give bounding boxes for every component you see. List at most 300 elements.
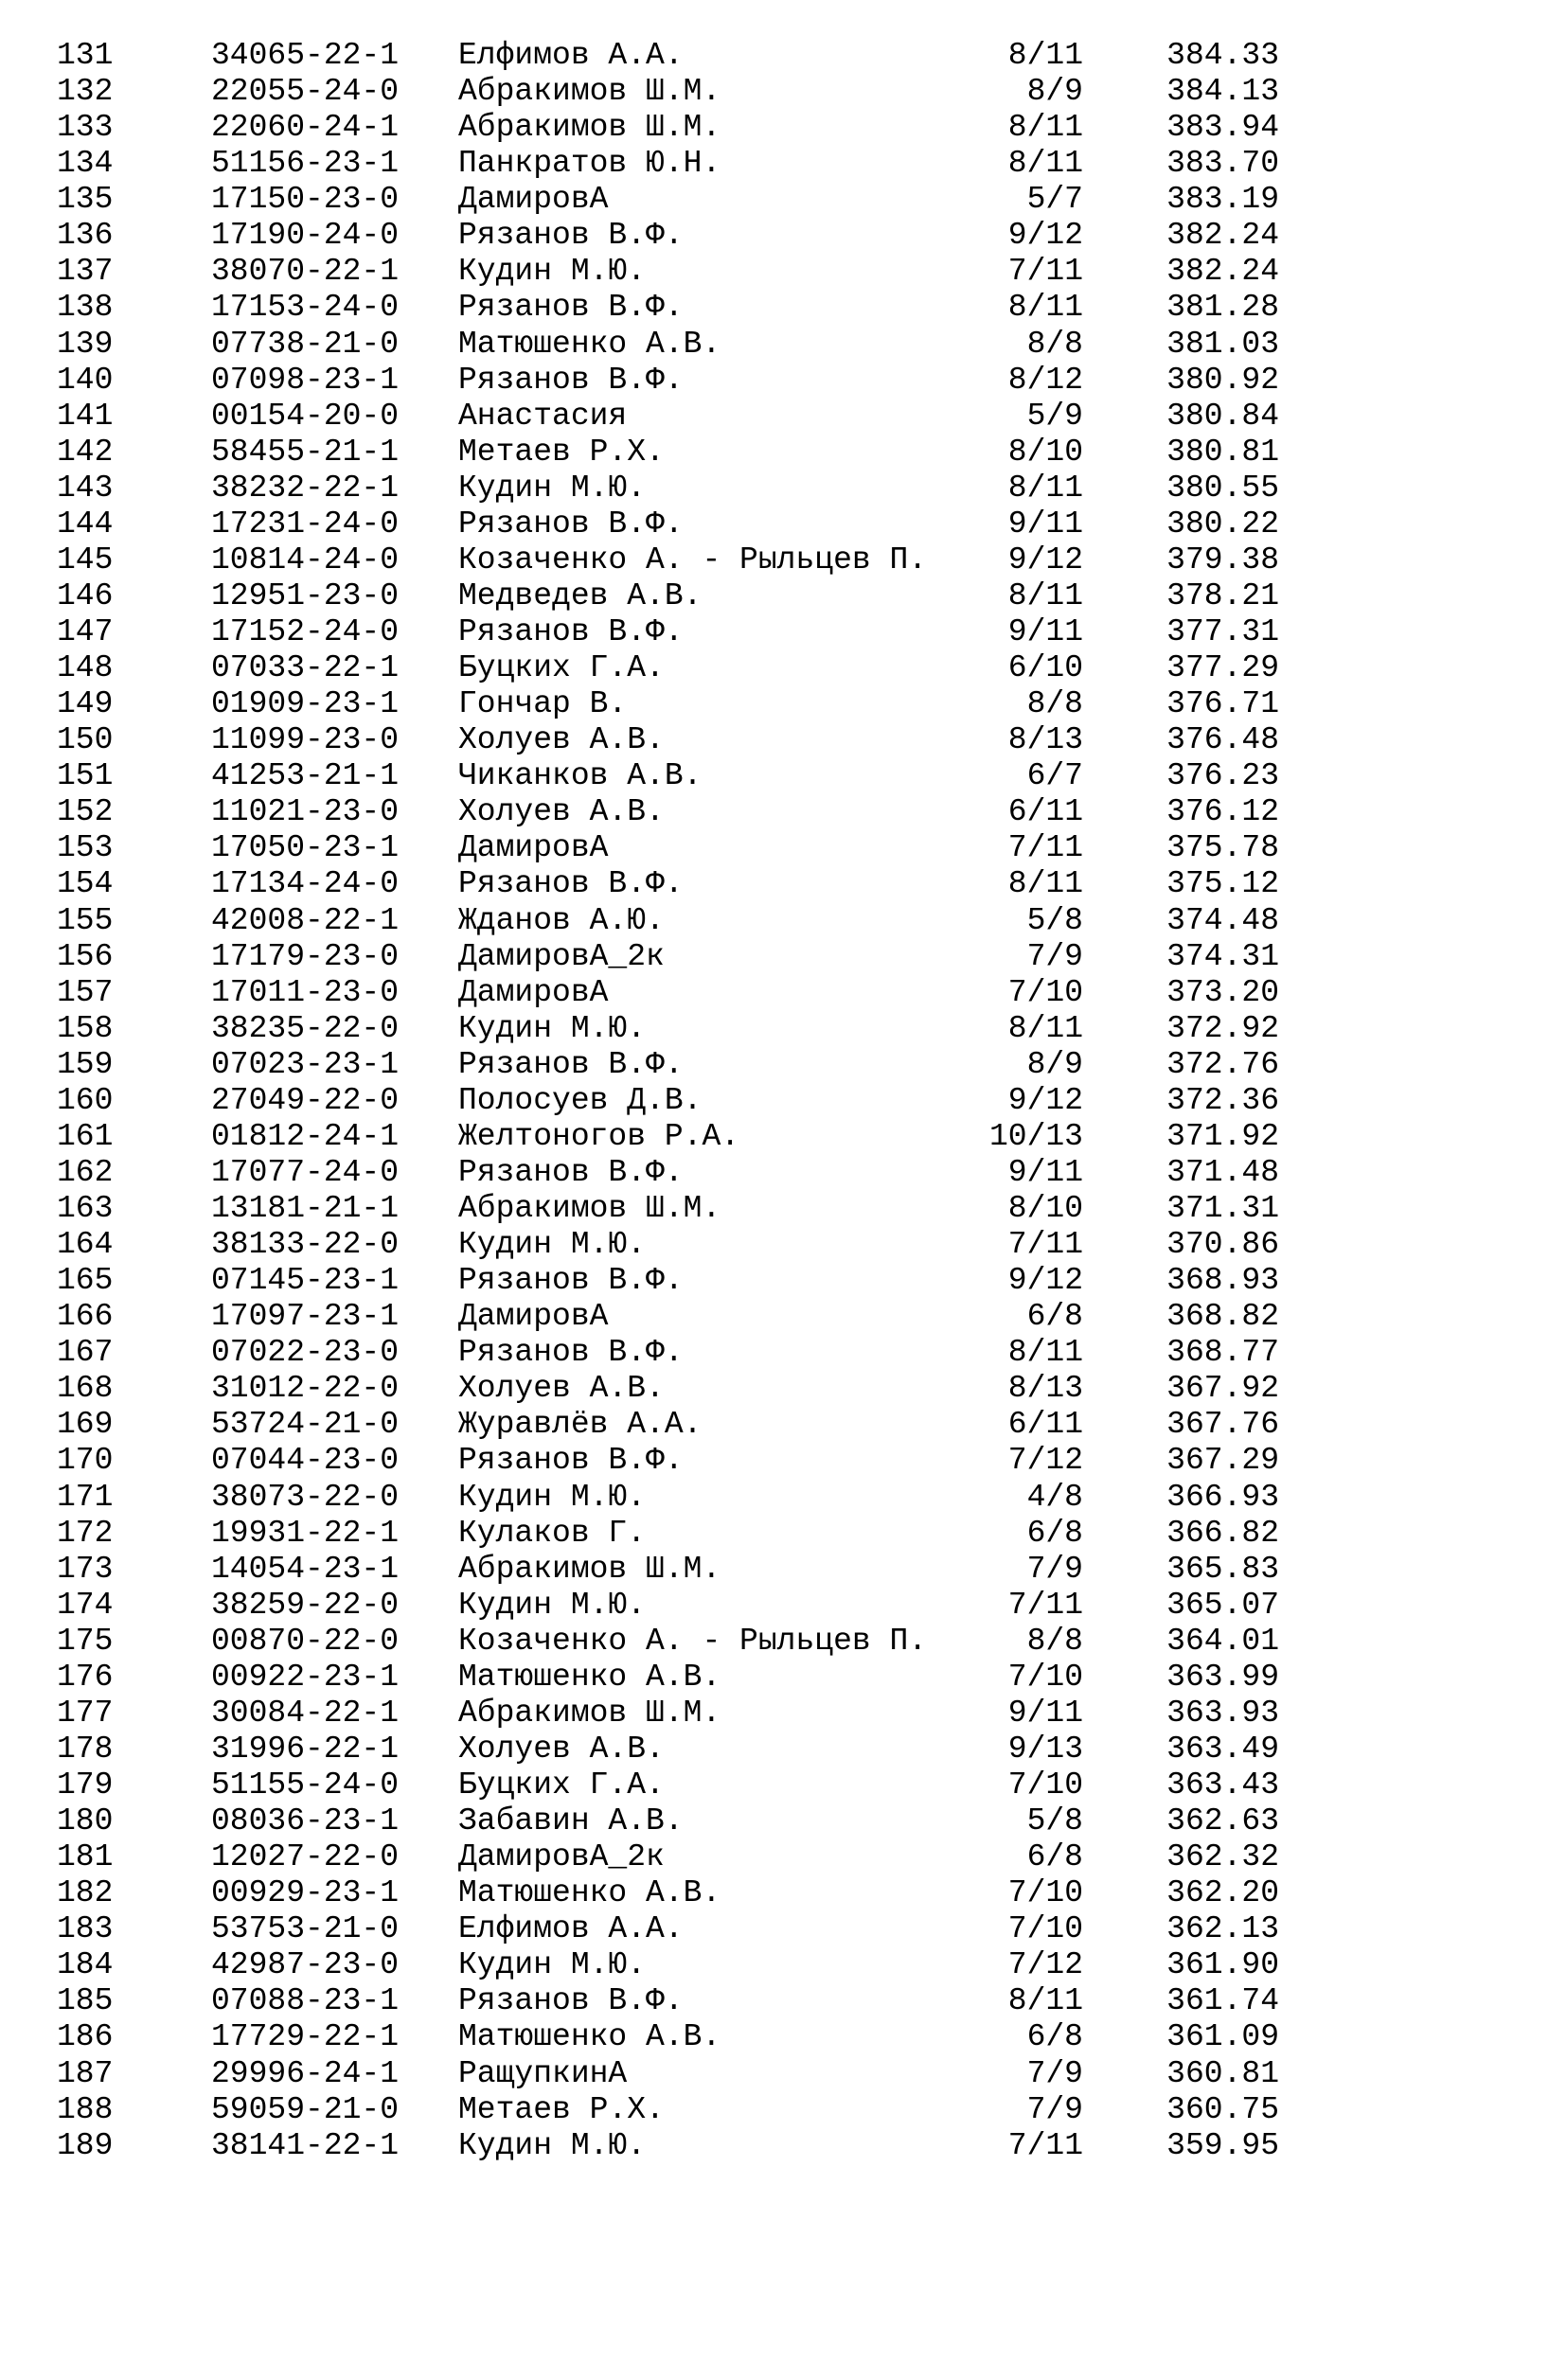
table-row bbox=[0, 578, 1566, 614]
rank-cell: 185 bbox=[57, 1983, 114, 2019]
rank-cell: 132 bbox=[57, 74, 114, 110]
rank-cell: 159 bbox=[57, 1046, 114, 1082]
score-cell: 362.20 bbox=[1166, 1875, 1279, 1911]
id-cell: 51156-23-1 bbox=[211, 146, 400, 182]
rank-cell: 189 bbox=[57, 2127, 114, 2163]
id-cell: 07023-23-1 bbox=[211, 1046, 400, 1082]
name-cell: Кудин М.Ю. bbox=[458, 254, 647, 290]
id-cell: 19931-22-1 bbox=[211, 1515, 400, 1551]
table-row bbox=[0, 1947, 1566, 1983]
score-cell: 380.55 bbox=[1166, 470, 1279, 506]
score-cell: 380.81 bbox=[1166, 434, 1279, 470]
fraction-cell: 6/11 bbox=[1007, 794, 1083, 830]
id-cell: 17097-23-1 bbox=[211, 1299, 400, 1335]
name-cell: Абракимов Ш.М. bbox=[458, 110, 721, 146]
name-cell: Абракимов Ш.М. bbox=[458, 1551, 721, 1587]
name-cell: Рязанов В.Ф. bbox=[458, 1154, 684, 1190]
fraction-cell: 7/10 bbox=[1007, 1875, 1083, 1911]
fraction-cell: 8/11 bbox=[1007, 290, 1083, 326]
name-cell: ДамировА bbox=[458, 1299, 609, 1335]
id-cell: 42987-23-0 bbox=[211, 1947, 400, 1983]
id-cell: 14054-23-1 bbox=[211, 1551, 400, 1587]
table-row bbox=[0, 471, 1566, 506]
id-cell: 00922-23-1 bbox=[211, 1659, 400, 1695]
fraction-cell: 8/10 bbox=[1007, 1191, 1083, 1226]
table-row bbox=[0, 1660, 1566, 1696]
fraction-cell: 6/8 bbox=[1026, 1515, 1083, 1551]
score-cell: 384.33 bbox=[1166, 38, 1279, 73]
name-cell: ДамировА bbox=[458, 182, 609, 218]
table-row bbox=[0, 74, 1566, 110]
score-cell: 361.74 bbox=[1166, 1983, 1279, 2019]
fraction-cell: 9/11 bbox=[1007, 1695, 1083, 1731]
table-row bbox=[0, 1371, 1566, 1407]
id-cell: 51155-24-0 bbox=[211, 1767, 400, 1803]
id-cell: 29996-24-1 bbox=[211, 2055, 400, 2091]
score-cell: 372.76 bbox=[1166, 1046, 1279, 1082]
id-cell: 00154-20-0 bbox=[211, 398, 400, 434]
name-cell: Рязанов В.Ф. bbox=[458, 362, 684, 398]
fraction-cell: 8/13 bbox=[1007, 722, 1083, 758]
name-cell: Рязанов В.Ф. bbox=[458, 218, 684, 254]
score-cell: 362.32 bbox=[1166, 1839, 1279, 1875]
name-cell: Рязанов В.Ф. bbox=[458, 866, 684, 902]
table-row bbox=[0, 2092, 1566, 2128]
rank-cell: 138 bbox=[57, 290, 114, 326]
rank-cell: 161 bbox=[57, 1118, 114, 1154]
table-row bbox=[0, 1407, 1566, 1443]
fraction-cell: 9/11 bbox=[1007, 506, 1083, 542]
fraction-cell: 9/11 bbox=[1007, 614, 1083, 649]
score-cell: 368.93 bbox=[1166, 1263, 1279, 1299]
table-row bbox=[0, 110, 1566, 146]
name-cell: Забавин А.В. bbox=[458, 1803, 684, 1839]
score-cell: 363.93 bbox=[1166, 1695, 1279, 1731]
table-row bbox=[0, 722, 1566, 758]
name-cell: Метаев Р.Х. bbox=[458, 2091, 665, 2127]
table-row bbox=[0, 975, 1566, 1011]
name-cell: Холуев А.В. bbox=[458, 722, 665, 758]
id-cell: 17152-24-0 bbox=[211, 614, 400, 649]
rank-cell: 157 bbox=[57, 974, 114, 1010]
name-cell: Кулаков Г. bbox=[458, 1515, 647, 1551]
score-cell: 368.82 bbox=[1166, 1299, 1279, 1335]
rank-cell: 154 bbox=[57, 866, 114, 902]
fraction-cell: 7/9 bbox=[1026, 1551, 1083, 1587]
id-cell: 27049-22-0 bbox=[211, 1082, 400, 1118]
fraction-cell: 8/8 bbox=[1026, 1623, 1083, 1659]
score-cell: 366.82 bbox=[1166, 1515, 1279, 1551]
rank-cell: 158 bbox=[57, 1010, 114, 1046]
fraction-cell: 8/11 bbox=[1007, 146, 1083, 182]
name-cell: Рязанов В.Ф. bbox=[458, 1046, 684, 1082]
table-row bbox=[0, 1083, 1566, 1119]
name-cell: ДамировА_2к bbox=[458, 1839, 665, 1875]
name-cell: Кудин М.Ю. bbox=[458, 2127, 647, 2163]
id-cell: 59059-21-0 bbox=[211, 2091, 400, 2127]
fraction-cell: 7/9 bbox=[1026, 2055, 1083, 2091]
score-cell: 377.31 bbox=[1166, 614, 1279, 649]
fraction-cell: 7/9 bbox=[1026, 938, 1083, 974]
score-cell: 362.13 bbox=[1166, 1911, 1279, 1947]
id-cell: 58455-21-1 bbox=[211, 434, 400, 470]
fraction-cell: 8/12 bbox=[1007, 362, 1083, 398]
rank-cell: 143 bbox=[57, 470, 114, 506]
score-cell: 364.01 bbox=[1166, 1623, 1279, 1659]
score-cell: 375.78 bbox=[1166, 830, 1279, 866]
name-cell: ДамировА bbox=[458, 974, 609, 1010]
id-cell: 38259-22-0 bbox=[211, 1587, 400, 1623]
rank-cell: 187 bbox=[57, 2055, 114, 2091]
score-cell: 375.12 bbox=[1166, 866, 1279, 902]
name-cell: Козаченко А. - Рыльцев П. bbox=[458, 1623, 928, 1659]
rank-cell: 183 bbox=[57, 1911, 114, 1947]
id-cell: 01812-24-1 bbox=[211, 1118, 400, 1154]
name-cell: Абракимов Ш.М. bbox=[458, 1191, 721, 1226]
rank-cell: 155 bbox=[57, 902, 114, 938]
fraction-cell: 8/11 bbox=[1007, 1010, 1083, 1046]
rank-cell: 149 bbox=[57, 686, 114, 722]
rank-cell: 181 bbox=[57, 1839, 114, 1875]
rank-cell: 165 bbox=[57, 1263, 114, 1299]
score-cell: 372.36 bbox=[1166, 1082, 1279, 1118]
name-cell: Желтоногов Р.А. bbox=[458, 1118, 740, 1154]
score-cell: 373.20 bbox=[1166, 974, 1279, 1010]
id-cell: 17729-22-1 bbox=[211, 2019, 400, 2055]
id-cell: 42008-22-1 bbox=[211, 902, 400, 938]
table-row bbox=[0, 146, 1566, 182]
table-row bbox=[0, 866, 1566, 902]
table-row bbox=[0, 1227, 1566, 1263]
table-row bbox=[0, 542, 1566, 578]
table-row bbox=[0, 1552, 1566, 1588]
fraction-cell: 8/10 bbox=[1007, 434, 1083, 470]
id-cell: 22055-24-0 bbox=[211, 74, 400, 110]
name-cell: Козаченко А. - Рыльцев П. bbox=[458, 542, 928, 577]
name-cell: Чиканков А.В. bbox=[458, 758, 703, 794]
id-cell: 07098-23-1 bbox=[211, 362, 400, 398]
rank-cell: 168 bbox=[57, 1371, 114, 1407]
rank-cell: 188 bbox=[57, 2091, 114, 2127]
table-row bbox=[0, 758, 1566, 794]
id-cell: 53753-21-0 bbox=[211, 1911, 400, 1947]
name-cell: Рязанов В.Ф. bbox=[458, 1443, 684, 1479]
fraction-cell: 5/8 bbox=[1026, 902, 1083, 938]
score-cell: 383.70 bbox=[1166, 146, 1279, 182]
fraction-cell: 8/11 bbox=[1007, 470, 1083, 506]
name-cell: Кудин М.Ю. bbox=[458, 470, 647, 506]
id-cell: 17179-23-0 bbox=[211, 938, 400, 974]
table-row bbox=[0, 650, 1566, 686]
table-row bbox=[0, 1299, 1566, 1335]
name-cell: Кудин М.Ю. bbox=[458, 1479, 647, 1515]
table-row bbox=[0, 1335, 1566, 1371]
table-row bbox=[0, 939, 1566, 975]
rank-cell: 139 bbox=[57, 326, 114, 362]
score-cell: 365.07 bbox=[1166, 1587, 1279, 1623]
table-row bbox=[0, 1119, 1566, 1155]
rank-cell: 150 bbox=[57, 722, 114, 758]
fraction-cell: 5/7 bbox=[1026, 182, 1083, 218]
ranking-table bbox=[0, 38, 1566, 2164]
name-cell: Кудин М.Ю. bbox=[458, 1947, 647, 1983]
id-cell: 07145-23-1 bbox=[211, 1263, 400, 1299]
name-cell: Матюшенко А.В. bbox=[458, 1875, 721, 1911]
rank-cell: 152 bbox=[57, 794, 114, 830]
table-row bbox=[0, 182, 1566, 218]
score-cell: 372.92 bbox=[1166, 1010, 1279, 1046]
name-cell: Рязанов В.Ф. bbox=[458, 1263, 684, 1299]
rank-cell: 176 bbox=[57, 1659, 114, 1695]
table-row bbox=[0, 1875, 1566, 1911]
id-cell: 17231-24-0 bbox=[211, 506, 400, 542]
score-cell: 363.43 bbox=[1166, 1767, 1279, 1803]
table-row bbox=[0, 1191, 1566, 1227]
table-row bbox=[0, 363, 1566, 399]
id-cell: 07022-23-0 bbox=[211, 1335, 400, 1371]
score-cell: 367.76 bbox=[1166, 1407, 1279, 1443]
id-cell: 34065-22-1 bbox=[211, 38, 400, 73]
id-cell: 38070-22-1 bbox=[211, 254, 400, 290]
name-cell: Медведев А.В. bbox=[458, 577, 703, 613]
rank-cell: 136 bbox=[57, 218, 114, 254]
rank-cell: 167 bbox=[57, 1335, 114, 1371]
table-row bbox=[0, 1983, 1566, 2019]
table-row bbox=[0, 2056, 1566, 2092]
id-cell: 38235-22-0 bbox=[211, 1010, 400, 1046]
rank-cell: 133 bbox=[57, 110, 114, 146]
fraction-cell: 4/8 bbox=[1026, 1479, 1083, 1515]
fraction-cell: 6/11 bbox=[1007, 1407, 1083, 1443]
fraction-cell: 9/12 bbox=[1007, 218, 1083, 254]
name-cell: Гончар В. bbox=[458, 686, 628, 722]
table-row bbox=[0, 1732, 1566, 1767]
id-cell: 38232-22-1 bbox=[211, 470, 400, 506]
score-cell: 362.63 bbox=[1166, 1803, 1279, 1839]
score-cell: 363.99 bbox=[1166, 1659, 1279, 1695]
fraction-cell: 6/8 bbox=[1026, 1299, 1083, 1335]
score-cell: 363.49 bbox=[1166, 1731, 1279, 1767]
score-cell: 383.94 bbox=[1166, 110, 1279, 146]
rank-cell: 147 bbox=[57, 614, 114, 649]
score-cell: 376.23 bbox=[1166, 758, 1279, 794]
fraction-cell: 8/11 bbox=[1007, 1335, 1083, 1371]
score-cell: 376.12 bbox=[1166, 794, 1279, 830]
score-cell: 380.22 bbox=[1166, 506, 1279, 542]
score-cell: 367.29 bbox=[1166, 1443, 1279, 1479]
table-row bbox=[0, 38, 1566, 74]
fraction-cell: 7/10 bbox=[1007, 1911, 1083, 1947]
fraction-cell: 7/10 bbox=[1007, 974, 1083, 1010]
table-row bbox=[0, 435, 1566, 471]
fraction-cell: 10/13 bbox=[988, 1118, 1083, 1154]
name-cell: Журавлёв А.А. bbox=[458, 1407, 703, 1443]
id-cell: 31996-22-1 bbox=[211, 1731, 400, 1767]
fraction-cell: 7/11 bbox=[1007, 2127, 1083, 2163]
name-cell: Жданов А.Ю. bbox=[458, 902, 665, 938]
id-cell: 00870-22-0 bbox=[211, 1623, 400, 1659]
name-cell: Буцких Г.А. bbox=[458, 650, 665, 686]
fraction-cell: 8/11 bbox=[1007, 38, 1083, 73]
score-cell: 360.75 bbox=[1166, 2091, 1279, 2127]
fraction-cell: 7/9 bbox=[1026, 2091, 1083, 2127]
score-cell: 382.24 bbox=[1166, 254, 1279, 290]
table-row bbox=[0, 1624, 1566, 1660]
fraction-cell: 9/11 bbox=[1007, 1154, 1083, 1190]
score-cell: 384.13 bbox=[1166, 74, 1279, 110]
table-row bbox=[0, 290, 1566, 326]
name-cell: Полосуев Д.В. bbox=[458, 1082, 703, 1118]
score-cell: 381.28 bbox=[1166, 290, 1279, 326]
fraction-cell: 8/11 bbox=[1007, 110, 1083, 146]
fraction-cell: 6/8 bbox=[1026, 2019, 1083, 2055]
fraction-cell: 7/11 bbox=[1007, 830, 1083, 866]
rank-cell: 170 bbox=[57, 1443, 114, 1479]
rank-cell: 137 bbox=[57, 254, 114, 290]
name-cell: Абракимов Ш.М. bbox=[458, 1695, 721, 1731]
table-row bbox=[0, 506, 1566, 542]
name-cell: ДамировА_2к bbox=[458, 938, 665, 974]
fraction-cell: 8/8 bbox=[1026, 686, 1083, 722]
table-row bbox=[0, 2128, 1566, 2164]
rank-cell: 164 bbox=[57, 1227, 114, 1263]
table-row bbox=[0, 614, 1566, 650]
score-cell: 360.81 bbox=[1166, 2055, 1279, 2091]
id-cell: 12027-22-0 bbox=[211, 1839, 400, 1875]
score-cell: 359.95 bbox=[1166, 2127, 1279, 2163]
name-cell: Буцких Г.А. bbox=[458, 1767, 665, 1803]
rank-cell: 145 bbox=[57, 542, 114, 577]
fraction-cell: 9/12 bbox=[1007, 1263, 1083, 1299]
name-cell: Рязанов В.Ф. bbox=[458, 1335, 684, 1371]
fraction-cell: 7/10 bbox=[1007, 1767, 1083, 1803]
id-cell: 17011-23-0 bbox=[211, 974, 400, 1010]
name-cell: Рязанов В.Ф. bbox=[458, 614, 684, 649]
rank-cell: 172 bbox=[57, 1515, 114, 1551]
id-cell: 41253-21-1 bbox=[211, 758, 400, 794]
rank-cell: 173 bbox=[57, 1551, 114, 1587]
id-cell: 38133-22-0 bbox=[211, 1227, 400, 1263]
id-cell: 11099-23-0 bbox=[211, 722, 400, 758]
fraction-cell: 9/12 bbox=[1007, 1082, 1083, 1118]
rank-cell: 186 bbox=[57, 2019, 114, 2055]
id-cell: 17050-23-1 bbox=[211, 830, 400, 866]
table-row bbox=[0, 794, 1566, 830]
rank-cell: 163 bbox=[57, 1191, 114, 1226]
name-cell: Абракимов Ш.М. bbox=[458, 74, 721, 110]
fraction-cell: 8/11 bbox=[1007, 577, 1083, 613]
table-row bbox=[0, 2019, 1566, 2055]
score-cell: 376.48 bbox=[1166, 722, 1279, 758]
name-cell: Матюшенко А.В. bbox=[458, 2019, 721, 2055]
score-cell: 368.77 bbox=[1166, 1335, 1279, 1371]
name-cell: Метаев Р.Х. bbox=[458, 434, 665, 470]
score-cell: 367.92 bbox=[1166, 1371, 1279, 1407]
fraction-cell: 8/8 bbox=[1026, 326, 1083, 362]
score-cell: 374.48 bbox=[1166, 902, 1279, 938]
name-cell: Кудин М.Ю. bbox=[458, 1010, 647, 1046]
table-row bbox=[0, 1839, 1566, 1875]
rank-cell: 142 bbox=[57, 434, 114, 470]
fraction-cell: 8/9 bbox=[1026, 1046, 1083, 1082]
rank-cell: 141 bbox=[57, 398, 114, 434]
name-cell: Рязанов В.Ф. bbox=[458, 290, 684, 326]
name-cell: Панкратов Ю.Н. bbox=[458, 146, 721, 182]
table-row bbox=[0, 830, 1566, 866]
table-row bbox=[0, 327, 1566, 363]
score-cell: 366.93 bbox=[1166, 1479, 1279, 1515]
name-cell: Елфимов А.А. bbox=[458, 1911, 684, 1947]
rank-cell: 156 bbox=[57, 938, 114, 974]
fraction-cell: 7/12 bbox=[1007, 1947, 1083, 1983]
score-cell: 383.19 bbox=[1166, 182, 1279, 218]
fraction-cell: 6/8 bbox=[1026, 1839, 1083, 1875]
name-cell: ДамировА bbox=[458, 830, 609, 866]
name-cell: Анастасия bbox=[458, 398, 628, 434]
id-cell: 08036-23-1 bbox=[211, 1803, 400, 1839]
id-cell: 53724-21-0 bbox=[211, 1407, 400, 1443]
score-cell: 382.24 bbox=[1166, 218, 1279, 254]
table-row bbox=[0, 1480, 1566, 1516]
rank-cell: 180 bbox=[57, 1803, 114, 1839]
score-cell: 371.31 bbox=[1166, 1191, 1279, 1226]
table-row bbox=[0, 1263, 1566, 1299]
id-cell: 17077-24-0 bbox=[211, 1154, 400, 1190]
score-cell: 378.21 bbox=[1166, 577, 1279, 613]
name-cell: Холуев А.В. bbox=[458, 794, 665, 830]
rank-cell: 135 bbox=[57, 182, 114, 218]
rank-cell: 182 bbox=[57, 1875, 114, 1911]
table-row bbox=[0, 1911, 1566, 1947]
id-cell: 17190-24-0 bbox=[211, 218, 400, 254]
fraction-cell: 8/13 bbox=[1007, 1371, 1083, 1407]
table-row bbox=[0, 254, 1566, 290]
fraction-cell: 5/9 bbox=[1026, 398, 1083, 434]
id-cell: 22060-24-1 bbox=[211, 110, 400, 146]
rank-cell: 184 bbox=[57, 1947, 114, 1983]
score-cell: 380.84 bbox=[1166, 398, 1279, 434]
name-cell: Рязанов В.Ф. bbox=[458, 1983, 684, 2019]
score-cell: 371.92 bbox=[1166, 1118, 1279, 1154]
score-cell: 379.38 bbox=[1166, 542, 1279, 577]
rank-cell: 175 bbox=[57, 1623, 114, 1659]
id-cell: 07088-23-1 bbox=[211, 1983, 400, 2019]
name-cell: Кудин М.Ю. bbox=[458, 1227, 647, 1263]
rank-cell: 134 bbox=[57, 146, 114, 182]
fraction-cell: 5/8 bbox=[1026, 1803, 1083, 1839]
name-cell: Холуев А.В. bbox=[458, 1371, 665, 1407]
id-cell: 38073-22-0 bbox=[211, 1479, 400, 1515]
fraction-cell: 7/12 bbox=[1007, 1443, 1083, 1479]
id-cell: 01909-23-1 bbox=[211, 686, 400, 722]
score-cell: 371.48 bbox=[1166, 1154, 1279, 1190]
score-cell: 381.03 bbox=[1166, 326, 1279, 362]
fraction-cell: 9/13 bbox=[1007, 1731, 1083, 1767]
score-cell: 377.29 bbox=[1166, 650, 1279, 686]
table-row bbox=[0, 218, 1566, 254]
table-row bbox=[0, 1696, 1566, 1732]
id-cell: 17153-24-0 bbox=[211, 290, 400, 326]
score-cell: 365.83 bbox=[1166, 1551, 1279, 1587]
name-cell: Холуев А.В. bbox=[458, 1731, 665, 1767]
rank-cell: 169 bbox=[57, 1407, 114, 1443]
fraction-cell: 7/11 bbox=[1007, 1227, 1083, 1263]
id-cell: 07738-21-0 bbox=[211, 326, 400, 362]
table-row bbox=[0, 686, 1566, 722]
id-cell: 00929-23-1 bbox=[211, 1875, 400, 1911]
table-row bbox=[0, 1443, 1566, 1479]
rank-cell: 153 bbox=[57, 830, 114, 866]
